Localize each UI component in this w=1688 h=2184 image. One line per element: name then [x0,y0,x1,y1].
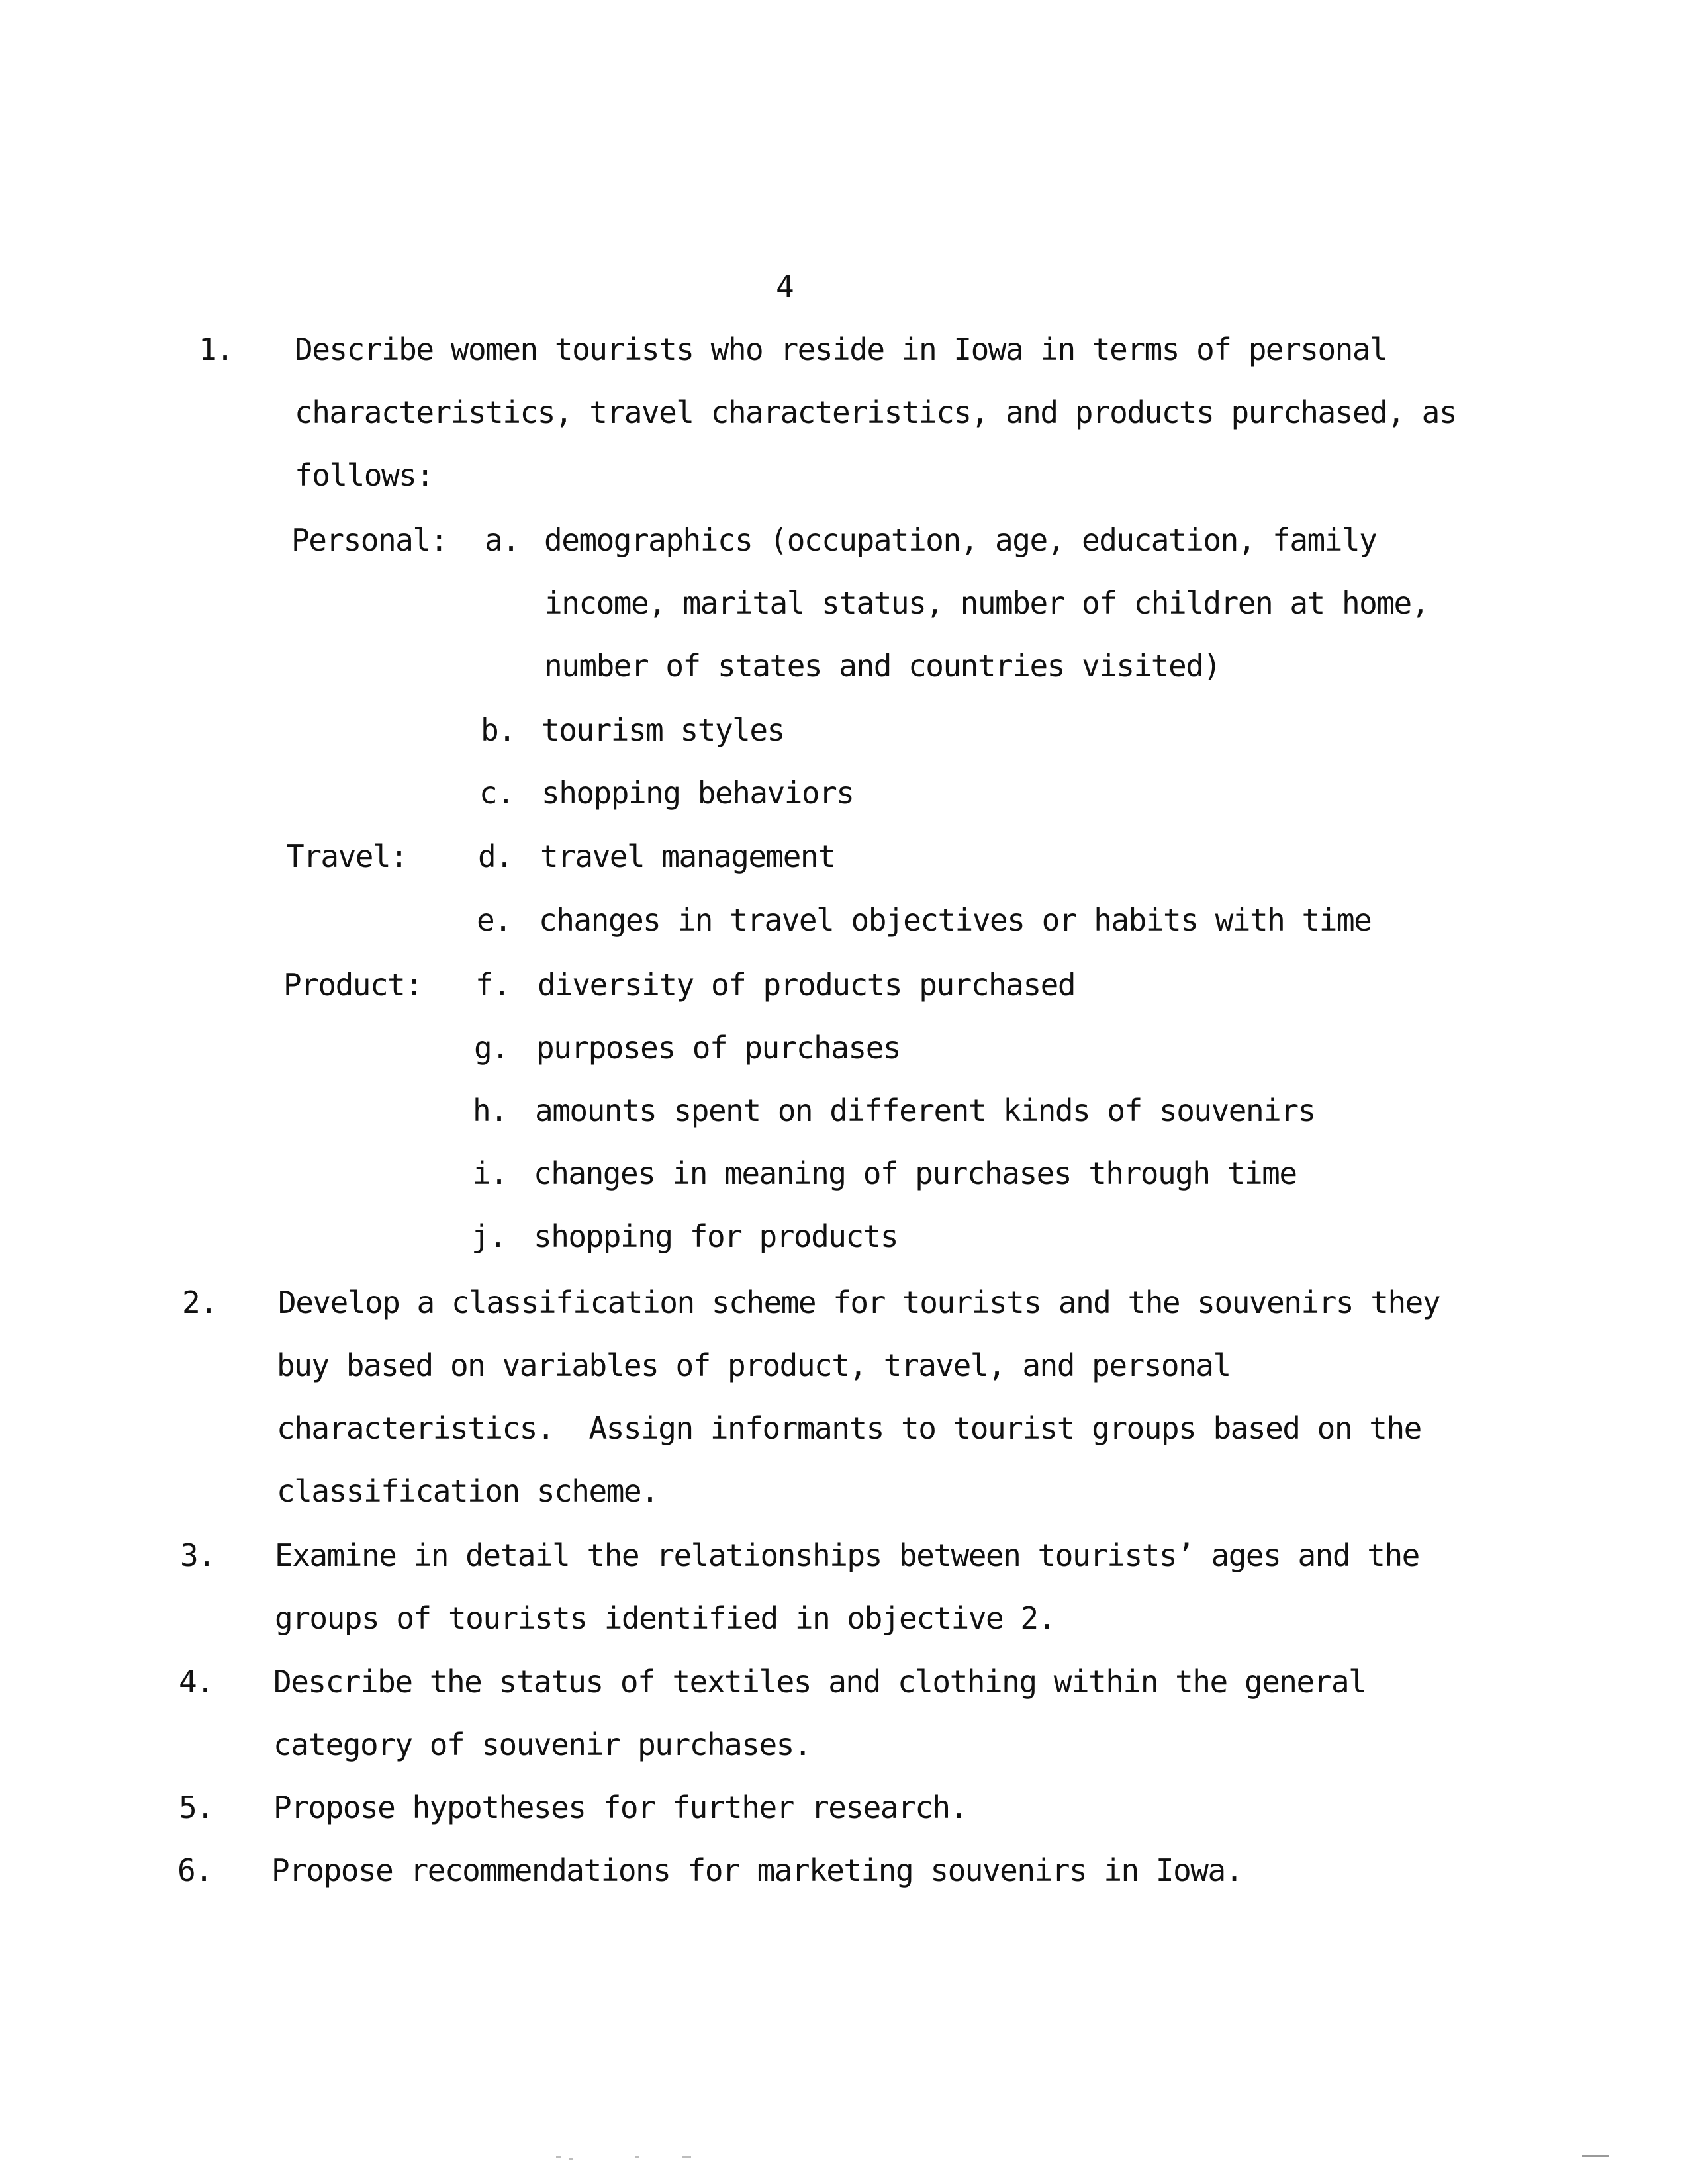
objective-2-line-4: classification scheme. [277,1473,659,1509]
subitem-d-text: travel management [540,839,835,874]
category-product-label: Product: [283,967,422,1003]
objective-2-line-1: Develop a classification scheme for tourists and the souvenirs they [278,1285,1440,1320]
objective-1-line-3: follows: [295,457,434,493]
subitem-j-letter: j. [471,1218,506,1254]
objective-2-line-2: buy based on variables of product, travel, and personal [277,1347,1231,1383]
subitem-a-line-2: income, marital status, number of children at home, [544,585,1429,621]
subitem-f-letter: f. [475,967,510,1003]
subitem-i-letter: i. [473,1156,508,1191]
objective-2-number: 2. [182,1285,217,1320]
subitem-d-letter: d. [478,839,513,874]
subitem-g-text: purposes of purchases [536,1030,901,1066]
objective-6-line-1: Propose recommendations for marketing souvenirs in Iowa. [271,1852,1243,1888]
objective-3-line-1: Examine in detail the relationships between tourists’ ages and the [275,1537,1419,1573]
objective-2-line-3: characteristics. Assign informants to tourist groups based on the [277,1410,1421,1446]
subitem-a-line-1: demographics (occupation, age, education, family [544,522,1377,558]
scan-speck [569,2158,573,2160]
subitem-c-letter: c. [479,775,514,811]
subitem-f-text: diversity of products purchased [538,967,1076,1003]
page-number: 4 [776,269,794,304]
objective-4-line-1: Describe the status of textiles and clothing within the general [273,1664,1366,1700]
objective-4-line-2: category of souvenir purchases. [273,1727,812,1762]
scan-speck [556,2156,561,2158]
subitem-g-letter: g. [474,1030,509,1066]
objective-1-line-1: Describe women tourists who reside in Iowa in terms of personal [295,332,1387,367]
category-personal-label: Personal: [291,522,447,558]
objective-3-line-2: groups of tourists identified in objective 2. [275,1600,1055,1636]
subitem-b-letter: b. [481,712,516,748]
objective-3-number: 3. [180,1537,215,1573]
objective-5-number: 5. [179,1790,214,1825]
objective-1-number: 1. [199,332,234,367]
subitem-h-text: amounts spent on different kinds of souvenirs [535,1093,1315,1128]
subitem-a-line-3: number of states and countries visited) [544,648,1221,684]
scan-speck [635,2156,639,2158]
subitem-j-text: shopping for products [534,1218,898,1254]
subitem-e-text: changes in travel objectives or habits with time [539,902,1372,938]
subitem-e-letter: e. [477,902,512,938]
objective-6-number: 6. [177,1852,212,1888]
subitem-h-letter: h. [473,1093,508,1128]
objective-5-line-1: Propose hypotheses for further research. [273,1790,967,1825]
objective-1-line-2: characteristics, travel characteristics, and products purchased, as [295,394,1457,430]
subitem-a-letter: a. [485,522,520,558]
scan-speck [1582,2155,1609,2157]
scan-speck [682,2156,691,2158]
subitem-b-text: tourism styles [541,712,784,748]
objective-4-number: 4. [179,1664,214,1700]
category-travel-label: Travel: [286,839,408,874]
subitem-i-text: changes in meaning of purchases through time [534,1156,1297,1191]
subitem-c-text: shopping behaviors [541,775,854,811]
